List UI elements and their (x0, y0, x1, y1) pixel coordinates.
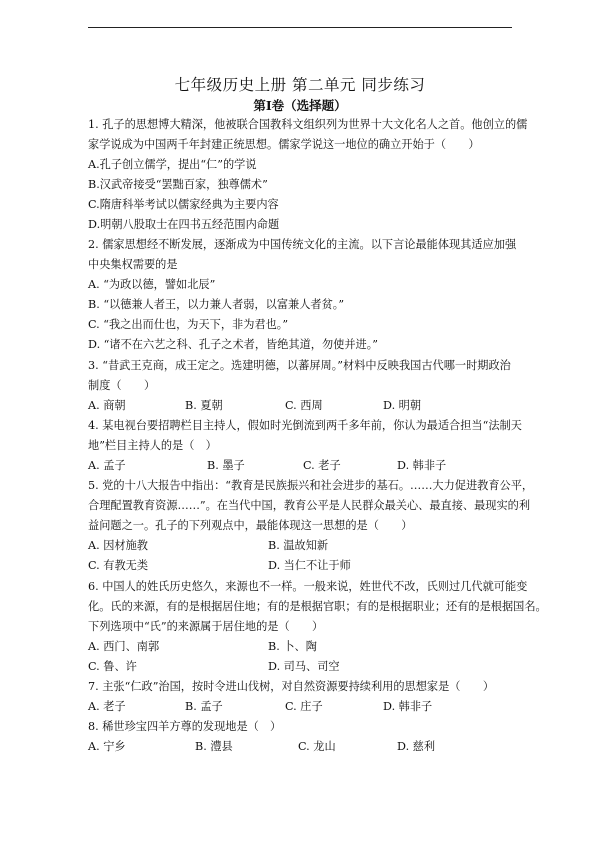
question-4-stem-line-1: 4. 某电视台要招聘栏目主持人，假如时光倒流到两千多年前，你认为最适合担当“法制天 (88, 419, 522, 432)
question-5-option-c: C. 有教无类 (88, 559, 149, 572)
question-2-stem-line-2: 中央集权需要的是 (88, 258, 178, 271)
question-8-stem-line-1: 8. 稀世珍宝四羊方尊的发现地是（ ） (88, 720, 282, 733)
question-6-stem-line-1: 6. 中国人的姓氏历史悠久，来源也不一样。一般来说，姓世代不改，氏则过几代就可能变 (88, 580, 528, 593)
question-4-option-b: B. 墨子 (207, 459, 245, 472)
question-4-stem-line-2: 地”栏目主持人的是（ ） (88, 439, 217, 452)
question-2-stem-line-1: 2. 儒家思想经不断发展，逐渐成为中国传统文化的主流。以下言论最能体现其适应加强 (88, 238, 517, 251)
question-6-stem-line-3: 下列选项中“氏”的来源属于居住地的是（ ） (88, 620, 324, 633)
question-2-option-a: A. “为政以德，譬如北辰” (88, 278, 216, 291)
question-6-option-d: D. 司马、司空 (268, 660, 340, 673)
question-1-stem-line-2: 家学说成为中国两千年封建正统思想。儒家学说这一地位的确立开始于（ ） (88, 138, 480, 151)
question-5-stem-line-1: 5. 党的十八大报告中指出：“教育是民族振兴和社会进步的基石。……大力促进教育公平， (88, 479, 534, 492)
question-5-option-d: D. 当仁不让于师 (268, 559, 351, 572)
question-4-option-d: D. 韩非子 (397, 459, 447, 472)
question-6-stem-line-2: 化。氏的来源，有的是根据居住地；有的是根据官职；有的是根据职业；还有的是根据国名。 (88, 600, 547, 613)
question-1-option-c: C.隋唐科举考试以儒家经典为主要内容 (88, 198, 279, 211)
question-5-option-b: B. 温故知新 (268, 539, 329, 552)
question-7-option-d: D. 韩非子 (383, 700, 433, 713)
question-8-option-b: B. 澧县 (195, 740, 233, 753)
question-3-option-d: D. 明朝 (383, 399, 422, 412)
question-2-option-d: D. “诸不在六艺之科、孔子之术者，皆绝其道，勿使并进。” (88, 338, 379, 351)
question-7-option-b: B. 孟子 (185, 700, 223, 713)
question-3-option-a: A. 商朝 (88, 399, 126, 412)
question-3-stem-line-2: 制度（ ） (88, 379, 156, 392)
question-5-stem-line-3: 益问题之一。孔子的下列观点中，最能体现这一思想的是（ ） (88, 519, 413, 532)
question-3-stem-line-1: 3. “昔武王克商，成王定之。选建明德，以蕃屏周。”材料中反映我国古代哪一时期政治 (88, 359, 511, 372)
question-8-option-a: A. 宁乡 (88, 740, 126, 753)
question-1-option-a: A.孔子创立儒学，提出“仁”的学说 (88, 158, 257, 171)
question-3-option-c: C. 西周 (285, 399, 323, 412)
question-6-option-b: B. 卜、陶 (268, 640, 317, 653)
question-4-option-c: C. 老子 (303, 459, 341, 472)
question-1-option-b: B.汉武帝接受“罢黜百家，独尊儒术” (88, 178, 268, 191)
question-7-stem-line-1: 7. 主张“仁政”治国，按时令进山伐树，对自然资源要持续利用的思想家是（ ） (88, 680, 495, 693)
question-5-stem-line-2: 合理配置教育资源……”。在当代中国，教育公平是人民群众最关心、最直接、最现实的利 (88, 499, 531, 512)
document-title: 七年级历史上册 第二单元 同步练习 (174, 76, 426, 94)
question-7-option-a: A. 老子 (88, 700, 126, 713)
question-6-option-a: A. 西门、南郭 (88, 640, 160, 653)
section-title: 第Ⅰ卷（选择题） (253, 98, 347, 113)
question-1-stem-line-1: 1. 孔子的思想博大精深，他被联合国教科文组织列为世界十大文化名人之首。他创立的儒 (88, 118, 528, 131)
question-8-option-c: C. 龙山 (298, 740, 336, 753)
question-7-option-c: C. 庄子 (285, 700, 323, 713)
question-2-option-c: C. “我之出而仕也，为天下，非为君也。” (88, 318, 289, 331)
question-2-option-b: B. “以德兼人者王，以力兼人者弱，以富兼人者贫。” (88, 298, 345, 311)
header-rule (88, 27, 512, 28)
question-6-option-c: C. 鲁、许 (88, 660, 137, 673)
question-8-option-d: D. 慈利 (397, 740, 436, 753)
question-4-option-a: A. 孟子 (88, 459, 126, 472)
question-3-option-b: B. 夏朝 (185, 399, 223, 412)
question-1-option-d: D.明朝八股取士在四书五经范围内命题 (88, 218, 280, 231)
question-5-option-a: A. 因材施教 (88, 539, 148, 552)
